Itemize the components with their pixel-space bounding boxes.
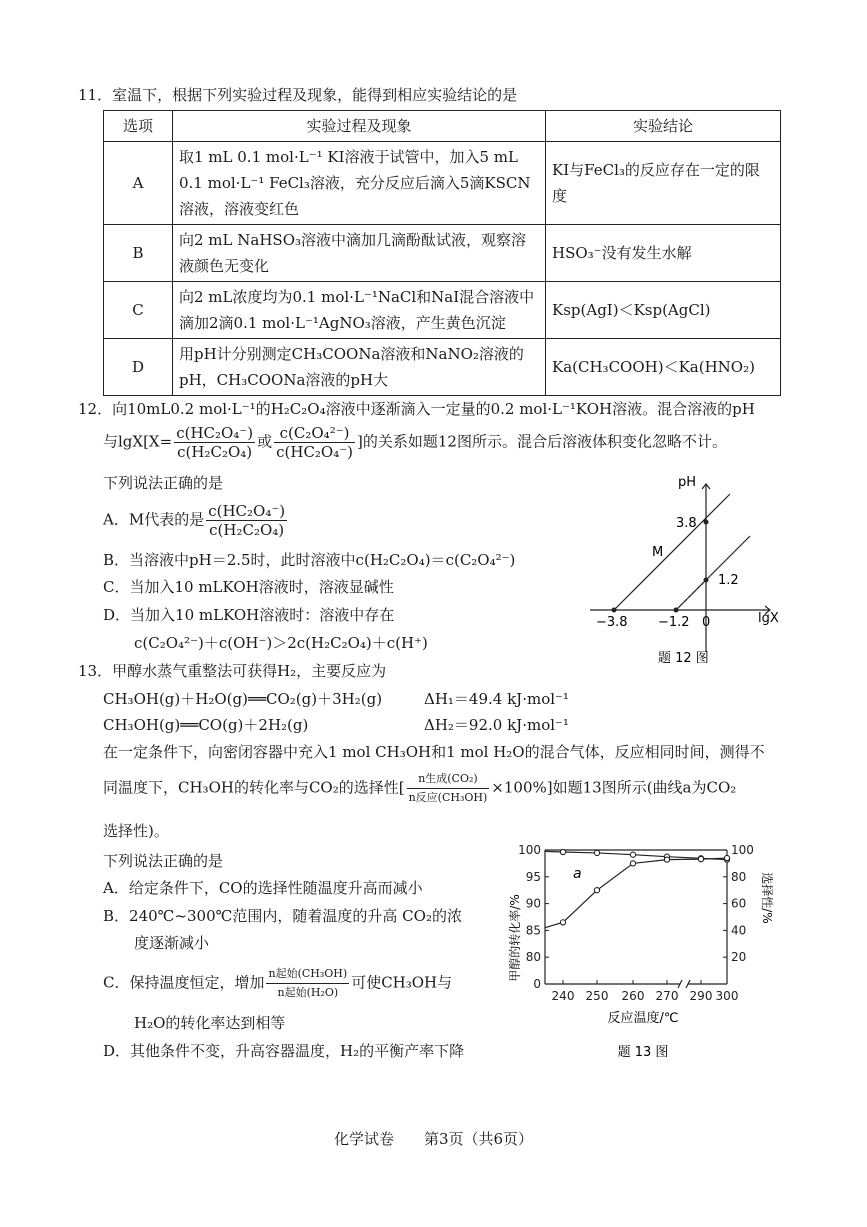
frac-num: c(C₂O₄²⁻) <box>274 424 355 443</box>
frac-num: c(HC₂O₄⁻) <box>176 424 254 442</box>
q12-stem-2b: ]的关系如题12图所示。混合后溶液体积变化忽略不计。 <box>357 432 727 451</box>
point-x-neg-1-2 <box>674 608 679 613</box>
x-tick-label: 260 <box>621 989 645 1003</box>
q13-para-2 <box>103 770 736 807</box>
x-tick-neg-1-2: −1.2 <box>658 615 690 630</box>
y-right-label: 选择性/% <box>760 872 774 924</box>
q12-or: 或 <box>257 432 273 451</box>
point-3-8 <box>704 520 709 525</box>
q11-table <box>103 110 781 396</box>
line-m <box>614 494 730 610</box>
y-left-tick-label: 85 <box>525 923 541 938</box>
q12-stem-2a: 与lgX[X= <box>103 432 173 451</box>
x-tick-label: 300 <box>715 989 739 1003</box>
table-cell-proc: 向2 mL浓度均为0.1 mol·L⁻¹NaCl和NaI混合溶液中滴加2滴0.1 mol·L⁻¹AgNO₃溶液，产生黄色沉淀 <box>173 282 546 339</box>
data-point <box>698 857 703 862</box>
q12-figure <box>580 470 780 670</box>
y-left-tick-label: 95 <box>525 869 541 884</box>
q12-option-a <box>103 502 289 539</box>
y-left-tick-label: 80 <box>525 950 541 965</box>
option-c-pre: C．保持温度恒定，增加 <box>103 973 265 992</box>
option-c-post: 可使CH₃OH与 <box>351 973 453 992</box>
q12-frac2 <box>274 424 355 461</box>
q12-option-b: B．当溶液中pH＝2.5时，此时溶液中c(H₂C₂O₄)＝c(C₂O₄²⁻) <box>103 551 516 569</box>
annotation-a: a <box>573 866 582 882</box>
q12-caption: 题 12 图 <box>658 651 709 666</box>
table-cell-opt: C <box>104 282 173 339</box>
y-right-tick-label: 20 <box>731 950 747 965</box>
data-point <box>630 852 635 857</box>
x-axis-label: lgX <box>758 611 779 626</box>
label-m: M <box>652 545 664 560</box>
q13-eq2: CH₃OH(g)══CO(g)＋2H₂(g) <box>103 716 309 734</box>
line-n <box>676 536 750 610</box>
q13-option-c-2: H₂O的转化率达到相等 <box>134 1014 286 1032</box>
table-cell-conc: HSO₃⁻没有发生水解 <box>546 225 781 282</box>
point-1-2 <box>704 578 709 583</box>
frac-den: n起始(H₂O) <box>277 986 339 999</box>
q12-option-d: D．当加入10 mLKOH溶液时：溶液中存在 <box>103 606 395 624</box>
page-footer: 化学试卷 第3页（共6页） <box>333 1130 534 1148</box>
q13-option-b-2: 度逐渐减小 <box>134 934 210 952</box>
frac-den: c(HC₂O₄⁻) <box>276 443 354 461</box>
q13-option-d: D．其他条件不变，升高容器温度，H₂的平衡产率下降 <box>103 1042 465 1060</box>
q13-option-a: A．给定条件下，CO的选择性随温度升高而减小 <box>103 879 423 897</box>
frac-den: c(H₂C₂O₄) <box>209 521 285 539</box>
table-header: 实验过程及现象 <box>173 111 546 142</box>
data-point <box>664 857 669 862</box>
x-tick-label: 290 <box>689 989 713 1003</box>
data-point <box>594 850 599 855</box>
q13-chart <box>505 838 785 1070</box>
y-left-tick-label: 100 <box>518 843 541 857</box>
q11-stem: 11．室温下，根据下列实验过程及现象，能得到相应实验结论的是 <box>78 86 518 104</box>
q13-ask: 下列说法正确的是 <box>103 852 224 870</box>
q13-stem: 13．甲醇水蒸气重整法可获得H₂，主要反应为 <box>78 662 387 680</box>
frac-num: c(HC₂O₄⁻) <box>208 502 286 520</box>
option-c-frac <box>266 965 349 1002</box>
q13-sel-frac <box>407 770 490 807</box>
q12-option-d-2: c(C₂O₄²⁻)＋c(OH⁻)＞2c(H₂C₂O₄)＋c(H⁺) <box>134 634 428 652</box>
data-point <box>724 855 729 860</box>
table-header: 选项 <box>104 111 173 142</box>
q13-para-2a: 同温度下，CH₃OH的转化率与CO₂的选择性[ <box>103 778 405 797</box>
data-point <box>560 920 565 925</box>
q13-option-c <box>103 965 452 1002</box>
data-point <box>630 861 635 866</box>
y-right-tick-label: 100 <box>731 843 754 857</box>
y-axis-label: pH <box>678 475 697 490</box>
option-a-pre: A．M代表的是 <box>103 510 205 529</box>
q13-para-2b: ×100%]如题13图所示(曲线a为CO₂ <box>491 778 737 797</box>
frac-den: n反应(CH₃OH) <box>408 791 488 804</box>
table-cell-proc: 向2 mL NaHSO₃溶液中滴加几滴酚酞试液，观察溶液颜色无变化 <box>173 225 546 282</box>
x-tick-label: 240 <box>551 989 575 1003</box>
y-tick-1-2: 1.2 <box>718 573 739 588</box>
table-cell-proc: 取1 mL 0.1 mol·L⁻¹ KI溶液于试管中，加入5 mL 0.1 mol·L⁻¹ FeCl₃溶液，充分反应后滴入5滴KSCN溶液，溶液变红色 <box>173 142 546 225</box>
x-tick-label: 250 <box>585 989 609 1003</box>
table-cell-conc: KI与FeCl₃的反应存在一定的限度 <box>546 142 781 225</box>
frac-num: n起始(CH₃OH) <box>266 965 349 984</box>
table-cell-opt: A <box>104 142 173 225</box>
table-cell-opt: B <box>104 225 173 282</box>
point-x-neg-3-8 <box>612 608 617 613</box>
x-tick-label: 270 <box>655 989 679 1003</box>
y-left-tick-label: 90 <box>525 896 541 911</box>
q13-dh1: ΔH₁＝49.4 kJ·mol⁻¹ <box>424 690 569 708</box>
q13-para-3: 选择性)。 <box>103 822 169 840</box>
q13-caption: 题 13 图 <box>617 1045 669 1060</box>
q12-frac1 <box>174 424 255 461</box>
q12-option-c: C．当加入10 mLKOH溶液时，溶液显碱性 <box>103 578 394 596</box>
q13-dh2: ΔH₂＝92.0 kJ·mol⁻¹ <box>424 716 569 734</box>
table-cell-opt: D <box>104 339 173 396</box>
option-a-frac <box>206 502 287 539</box>
q12-stem-1: 12．向10mL0.2 mol·L⁻¹的H₂C₂O₄溶液中逐渐滴入一定量的0.2 mol·L⁻¹KOH溶液。混合溶液的pH <box>78 400 755 418</box>
y-right-tick-label: 80 <box>731 869 747 884</box>
x-axis-label: 反应温度/℃ <box>607 1011 679 1026</box>
q13-option-b: B．240℃~300℃范围内，随着温度的升高 CO₂的浓 <box>103 907 462 925</box>
q13-eq1: CH₃OH(g)＋H₂O(g)══CO₂(g)＋3H₂(g) <box>103 690 383 708</box>
data-point <box>594 888 599 893</box>
table-cell-conc: Ksp(AgI)＜Ksp(AgCl) <box>546 282 781 339</box>
frac-den: c(H₂C₂O₄) <box>177 443 253 461</box>
q13-para-1: 在一定条件下，向密闭容器中充入1 mol CH₃OH和1 mol H₂O的混合气体，反应相同时间，测得不 <box>103 743 765 761</box>
table-cell-proc: 用pH计分别测定CH₃COONa溶液和NaNO₂溶液的pH，CH₃COONa溶液的pH大 <box>173 339 546 396</box>
y-right-tick-label: 60 <box>731 896 747 911</box>
frac-num: n生成(CO₂) <box>407 770 490 789</box>
x-tick-neg-3-8: −3.8 <box>596 615 628 630</box>
y-tick-3-8: 3.8 <box>676 516 697 531</box>
q12-stem-2 <box>103 424 727 461</box>
y-left-tick-label: 0 <box>533 977 541 991</box>
y-left-label: 甲醇的转化率/% <box>508 894 522 982</box>
table-header: 实验结论 <box>546 111 781 142</box>
y-right-tick-label: 40 <box>731 923 747 938</box>
q12-ask: 下列说法正确的是 <box>103 474 224 492</box>
data-point <box>560 849 565 854</box>
x-tick-0: 0 <box>702 615 711 630</box>
table-cell-conc: Ka(CH₃COOH)＜Ka(HNO₂) <box>546 339 781 396</box>
